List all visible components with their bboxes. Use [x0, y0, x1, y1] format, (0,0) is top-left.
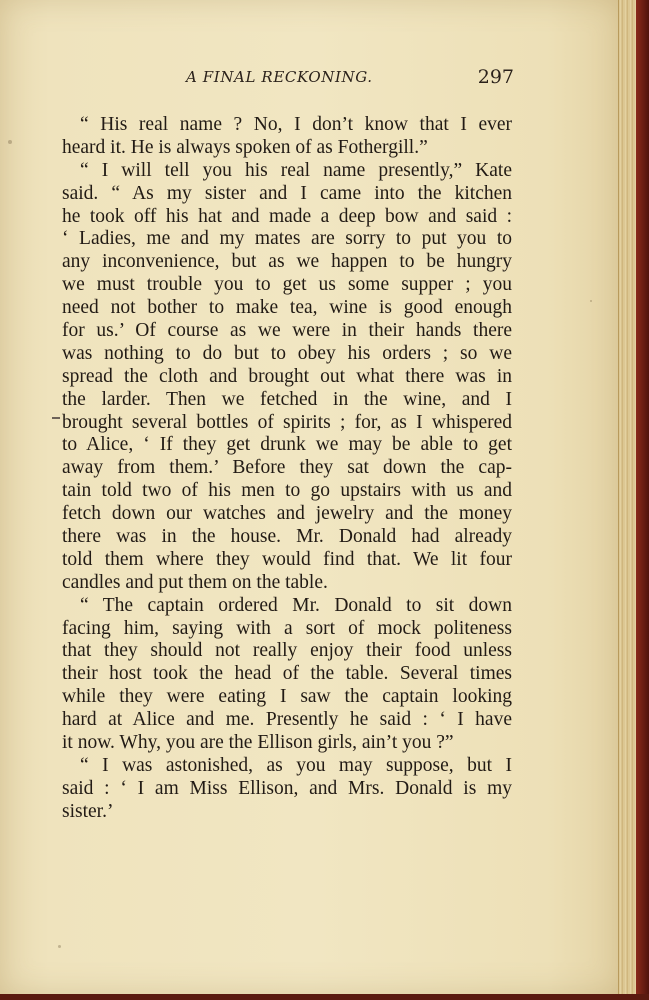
text-line: we must trouble you to get us some supper ; you: [62, 274, 512, 296]
text-line: the larder. Then we fetched in the wine, and I: [62, 388, 512, 410]
text-line: any inconvenience, but as we happen to be hungry: [62, 251, 512, 273]
text-line: there was in the house. Mr. Donald had already: [62, 526, 512, 548]
text-line: “ His real name ? No, I don’t know that I ever: [80, 114, 512, 135]
text-line: their host took the head of the table. Several times: [62, 663, 512, 685]
book-cover-edge: [636, 0, 649, 1000]
text-line: told them where they would find that. We lit four: [62, 548, 512, 570]
text-line: need not bother to make tea, wine is good enough: [62, 297, 512, 319]
text-line: that they should not really enjoy their food unless: [62, 640, 512, 662]
text-line: sister.’: [62, 800, 114, 822]
text-line: candles and put them on the table.: [62, 571, 328, 593]
text-line: away from them.’ Before they sat down the cap-: [62, 457, 512, 479]
paper-speck: [590, 300, 592, 302]
text-line: “ I was astonished, as you may suppose, but I: [80, 754, 512, 776]
text-line: was nothing to do but to obey his orders ; so we: [62, 342, 512, 364]
text-line: tain told two of his men to go upstairs with us and: [62, 480, 512, 502]
text-line: fetch down our watches and jewelry and the money: [62, 503, 512, 525]
paper-speck: [8, 140, 12, 144]
text-line: for us.’ Of course as we were in their hands there: [62, 320, 512, 342]
text-line: it now. Why, you are the Ellison girls, ain’t you ?”: [62, 732, 454, 754]
page-edges: [618, 0, 637, 994]
text-line: he took off his hat and made a deep bow and said :: [62, 205, 512, 227]
text-line: brought several bottles of spirits ; for, as I whispered: [62, 411, 512, 433]
page-header: [62, 66, 514, 96]
text-line: hard at Alice and me. Presently he said : ‘ I have: [62, 709, 512, 731]
text-line: while they were eating I saw the captain looking: [62, 686, 512, 708]
paper-speck: [58, 945, 61, 948]
text-line: “ The captain ordered Mr. Donald to sit down: [80, 594, 512, 616]
text-line: heard it. He is always spoken of as Fothergill.”: [62, 136, 428, 158]
margin-mark: [52, 417, 60, 419]
running-head: A FINAL RECKONING.: [186, 68, 373, 86]
text-line: said. “ As my sister and I came into the kitchen: [62, 182, 512, 204]
text-line: “ I will tell you his real name presently,” Kate: [80, 159, 512, 181]
text-line: ‘ Ladies, me and my mates are sorry to put you to: [62, 228, 512, 250]
body-text: [62, 114, 512, 824]
book-cover-bottom-edge: [0, 994, 649, 1000]
page-number: 297: [477, 66, 514, 88]
text-line: spread the cloth and brought out what there was in: [62, 365, 512, 387]
text-line: said : ‘ I am Miss Ellison, and Mrs. Donald is my: [62, 777, 512, 799]
text-line: facing him, saying with a sort of mock politeness: [62, 617, 512, 639]
text-line: to Alice, ‘ If they get drunk we may be able to get: [62, 434, 512, 456]
